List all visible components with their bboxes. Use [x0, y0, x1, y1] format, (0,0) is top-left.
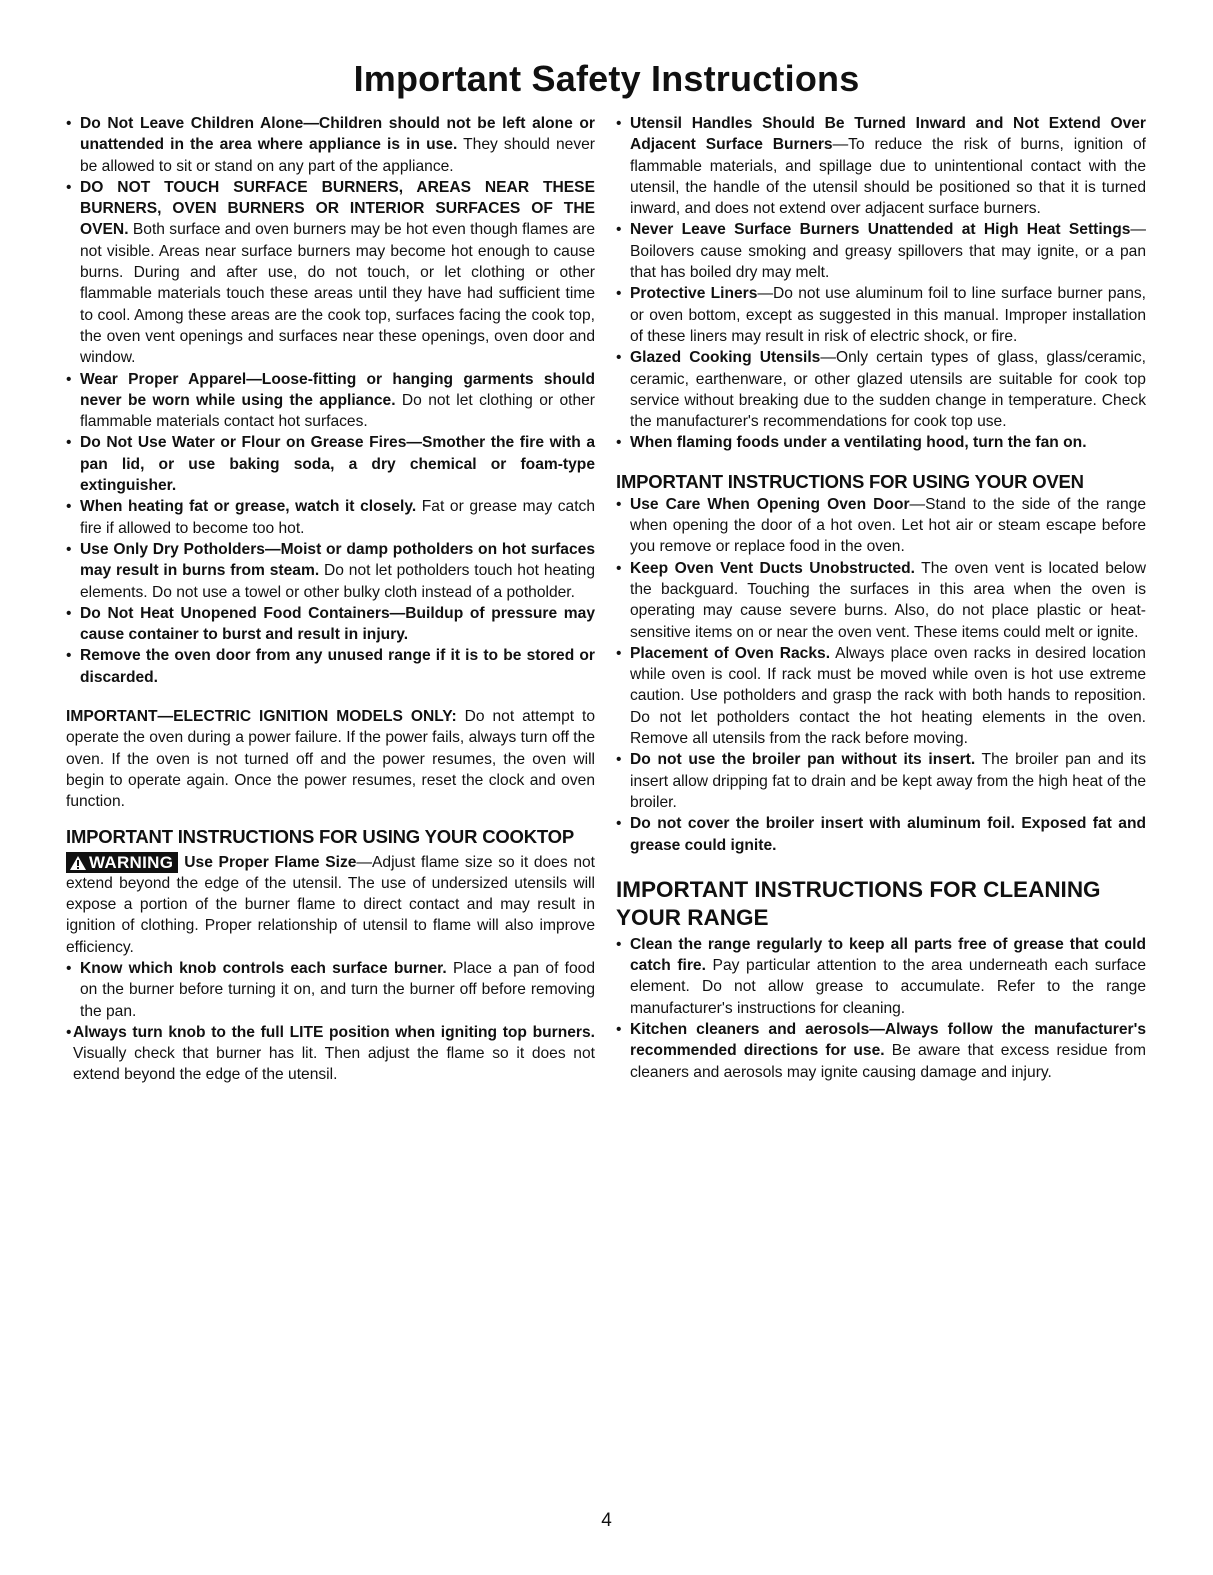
bullet-icon: •	[66, 370, 72, 388]
bullet-icon: •	[616, 644, 622, 662]
left-column	[66, 113, 595, 1086]
list-item: • Know which knob controls each surface burner. Place a pan of food on the burner before turning it on, and turn the burner off before removing the pan.	[66, 959, 596, 1020]
list-item: • Do Not Leave Children Alone—Children should not be left alone or unattended in the area where appliance is in use. They should never be allowed to sit or stand on any part of the appliance.	[66, 115, 596, 175]
cleaning-list	[616, 934, 1146, 1083]
cooktop-list	[66, 958, 595, 1086]
bullet-icon: •	[616, 935, 622, 953]
bullet-icon: •	[616, 1020, 622, 1038]
list-item: • Never Leave Surface Burners Unattended at High Heat Settings—Boilovers cause smoking and greasy spillovers that may ignite, or a pan that has boiled dry may melt.	[616, 221, 1146, 282]
bullet-icon: •	[616, 115, 622, 132]
list-item: • Wear Proper Apparel—Loose-fitting or hanging garments should never be worn while using the appliance. Do not let clothing or other flammable materials contact hot surfaces.	[66, 370, 596, 431]
bullet-icon: •	[66, 647, 72, 665]
oven-list	[616, 494, 1146, 856]
bullet-icon: •	[66, 115, 72, 132]
cleaning-section-heading: IMPORTANT INSTRUCTIONS FOR CLEANING YOUR RANGE	[616, 876, 1101, 930]
bullet-icon: •	[66, 1023, 72, 1041]
list-item: • Remove the oven door from any unused range if it is to be stored or discarded.	[66, 647, 595, 686]
bullet-icon: •	[616, 495, 622, 513]
bullet-icon: •	[66, 434, 72, 452]
bullet-icon: •	[616, 815, 622, 833]
electric-ignition-note: IMPORTANT—ELECTRIC IGNITION MODELS ONLY: Do not attempt to operate the oven during a power failure. If the power fails, always turn off the oven. If the oven is not turned off and the power resumes, the oven will begin to operate again. Once the power resumes, reset the clock and oven function.	[66, 708, 595, 811]
bullet-icon: •	[616, 349, 622, 367]
bullet-icon: •	[66, 540, 72, 558]
list-item: • Use Only Dry Potholders—Moist or damp potholders on hot surfaces may result in burns from steam. Do not let potholders touch hot heating elements. Do not use a towel or other bulky cloth instead of a potholder.	[66, 540, 595, 601]
list-item: • Protective Liners—Do not use aluminum foil to line surface burner pans, or oven bottom, except as suggested in this manual. Improper installation of these liners may result in risk of electric shock, or fire.	[616, 285, 1146, 345]
list-item: • DO NOT TOUCH SURFACE BURNERS, AREAS NEAR THESE BURNERS, OVEN BURNERS OR INTERIOR SURFACES OF THE OVEN. Both surface and oven burners may be hot even though flames are not visible. Areas near surface burners may become hot enough to cause burns. During and after use, do not touch, or let clothing or other flammable materials touch these areas until they have had sufficient time to cool. Among these areas are the cook top, surfaces facing the cook top, the oven vent openings and surfaces near these openings, oven door and window.	[66, 178, 595, 367]
bullet-icon: •	[616, 434, 622, 452]
cooktop-section-heading: IMPORTANT INSTRUCTIONS FOR USING YOUR COOKTOP	[66, 825, 574, 847]
list-item: • When heating fat or grease, watch it closely. Fat or grease may catch fire if allowed to become too hot.	[66, 498, 596, 537]
bullet-icon: •	[616, 285, 622, 303]
bullet-icon: •	[66, 959, 72, 977]
bullet-icon: •	[616, 221, 622, 239]
oven-section-heading: IMPORTANT INSTRUCTIONS FOR USING YOUR OVEN	[616, 470, 1084, 492]
bullet-icon: •	[66, 604, 72, 622]
bullet-icon: •	[66, 178, 72, 196]
warning-triangle-icon	[69, 855, 87, 871]
list-item: • Utensil Handles Should Be Turned Inward and Not Extend Over Adjacent Surface Burners—To reduce the risk of burns, ignition of flammable materials, and spillage due to unintentional contact with the utensil, the handle of the utensil should be positioned so that it is turned inward, and does not extend over adjacent surface burners.	[616, 115, 1146, 218]
list-item: • Kitchen cleaners and aerosols—Always follow the manufacturer's recommended directions for use. Be aware that excess residue from cleaners and aerosols may ignite causing damage and injury.	[616, 1020, 1146, 1081]
right-column	[616, 113, 1146, 1083]
warning-badge: WARNING	[66, 852, 178, 873]
list-item: • Do Not Heat Unopened Food Containers—Buildup of pressure may cause container to burst and result in injury.	[66, 604, 595, 644]
page-title: Important Safety Instructions	[353, 58, 860, 99]
flame-size-warning: WARNING Use Proper Flame Size—Adjust flame size so it does not extend beyond the edge of the utensil. The use of undersized utensils will expose a portion of the burner flame to direct contact and may result in ignition of clothing. Proper relationship of utensil to flame will also improve efficiency.	[66, 852, 595, 956]
bullet-icon: •	[66, 498, 72, 516]
general-safety-list	[66, 113, 595, 688]
list-item: • Glazed Cooking Utensils—Only certain types of glass, glass/ceramic, ceramic, earthenware, or other glazed utensils are suitable for cook top service without breaking due to the sudden change in temperature. Check the manufacturer's recommendations for cook top use.	[616, 349, 1146, 431]
list-item: • Clean the range regularly to keep all parts free of grease that could catch fire. Pay particular attention to the area underneath each surface element. Do not allow grease to accumulate. Refer to the range manufacturer's instructions for cleaning.	[616, 935, 1146, 1017]
list-item: • Placement of Oven Racks. Always place oven racks in desired location while oven is cool. If rack must be moved while oven is hot use extreme caution. Use potholders and grasp the rack with both hands to reposition. Do not let potholders contact the hot heating elements in the oven. Remove all utensils from the rack before moving.	[616, 644, 1146, 748]
list-item: • Do not cover the broiler insert with aluminum foil. Exposed fat and grease could ignite.	[616, 815, 1146, 854]
list-item: • Always turn knob to the full LITE position when igniting top burners. Visually check that burner has lit. Then adjust the flame so it does not extend beyond the edge of the utensil.	[66, 1023, 595, 1084]
page-number: 4	[601, 1510, 612, 1531]
bullet-icon: •	[616, 751, 622, 769]
bullet-icon: •	[616, 559, 622, 577]
list-item: • Do Not Use Water or Flour on Grease Fires—Smother the fire with a pan lid, or use baking soda, a dry chemical or foam-type extinguisher.	[66, 434, 595, 495]
list-item: • When flaming foods under a ventilating hood, turn the fan on.	[616, 432, 1146, 453]
list-item: • Use Care When Opening Oven Door—Stand to the side of the range when opening the door of a hot oven. Let hot air or steam escape before you remove or replace food in the oven.	[616, 495, 1146, 556]
list-item: • Keep Oven Vent Ducts Unobstructed. The oven vent is located below the backguard. Touching the surfaces in this area when the oven is operating may cause severe burns. Also, do not place plastic or heat-sensitive items on or near the oven vent. These items could melt or ignite.	[616, 559, 1146, 641]
list-item: • Do not use the broiler pan without its insert. The broiler pan and its insert allow dripping fat to drain and be kept away from the high heat of the broiler.	[616, 751, 1146, 811]
surface-safety-list	[616, 113, 1146, 454]
